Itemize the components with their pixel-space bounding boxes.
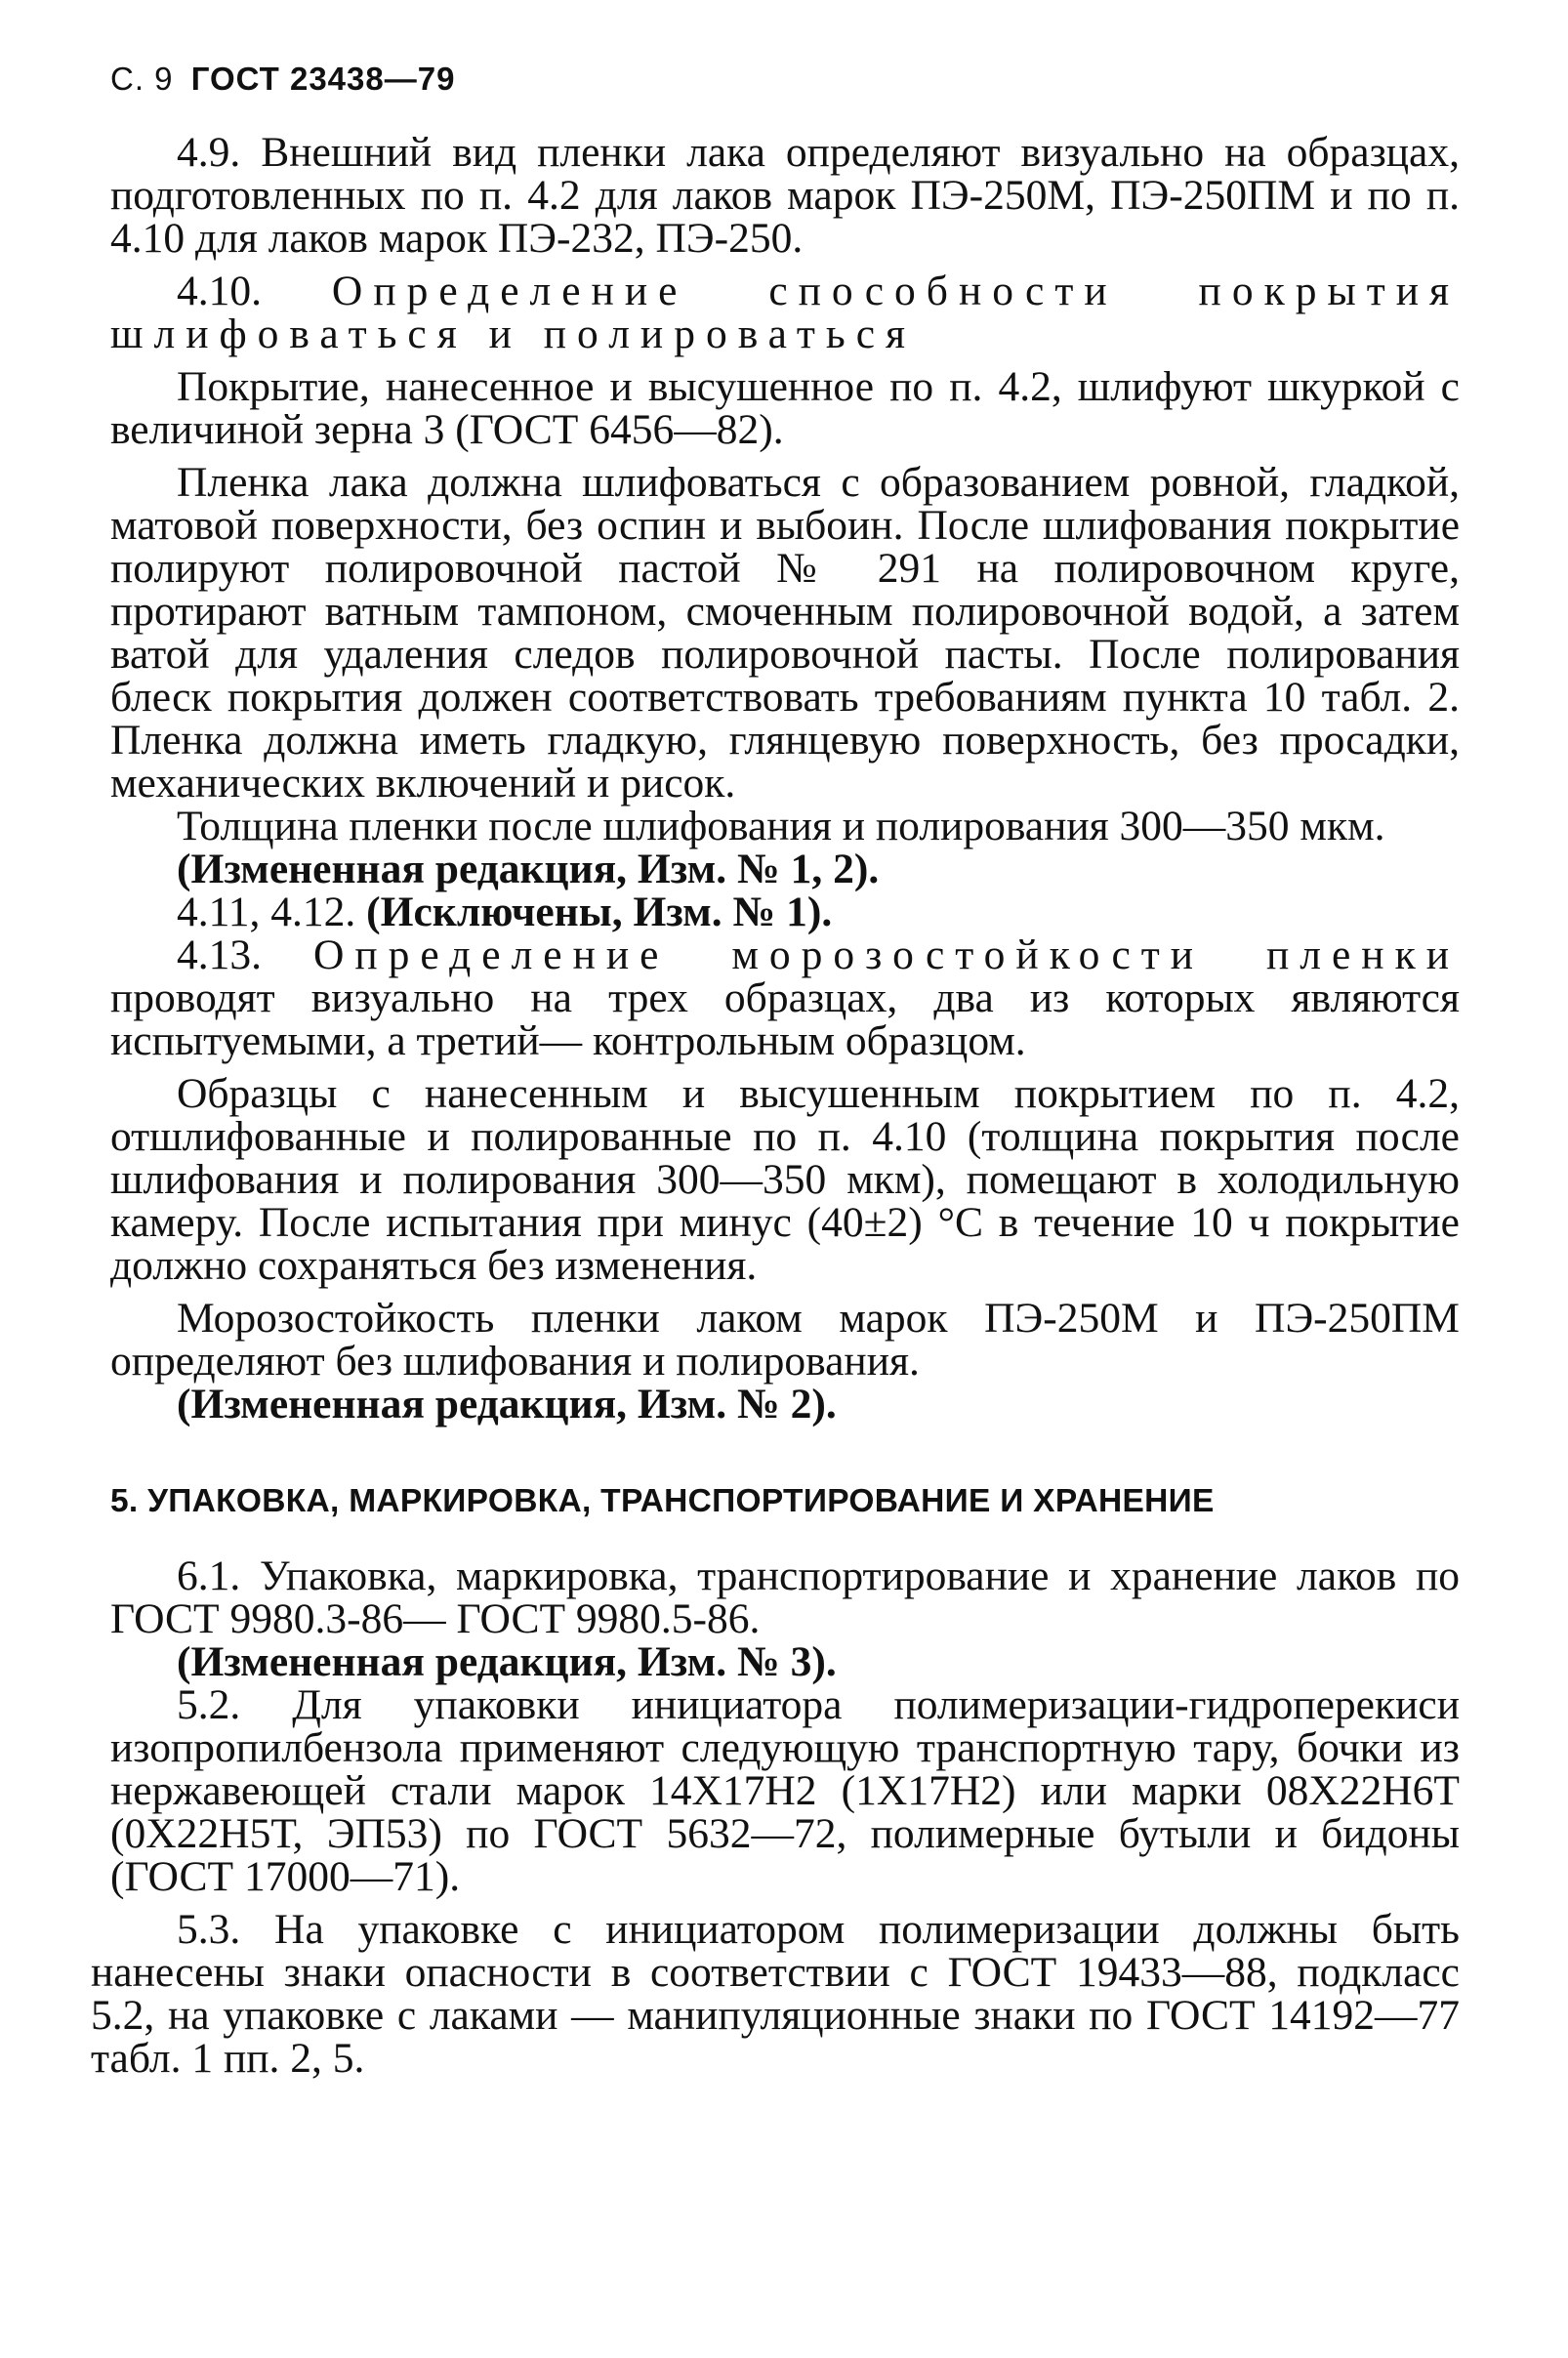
paragraph-4-13-b: Образцы с нанесенным и высушенным покрытием по п. 4.2, отшлифованные и полированные по п. 4.10 (толщина покрытия после шлифования и полирования 300—350 мкм), помещают в холодильную камеру. После испытания при минус (40±2) °С в течение 10 ч покрытие должно сохраняться без изменения. [110,1070,1460,1289]
paragraph-5-3: 5.3. На упаковке с инициатором полимеризации должны быть нанесены знаки опасности в соответствии с ГОСТ 19433—88, подкласс 5.2, на упаковке с лаками — манипуляционные знаки по ГОСТ 14192—77 табл. 1 пп. 2, 5. [91,1906,1460,2082]
clause-number: 4.10. [177,268,262,314]
amendment-note-1-2: (Измененная редакция, Изм. № 1, 2). [177,846,880,892]
paragraph-5-2: 5.2. Для упаковки инициатора полимеризации-гидроперекиси изопропилбензола применяют следующую транспортную тару, бочки из нержавеющей стали марок 14Х17Н2 (1Х17Н2) или марки 08Х22Н6Т (0Х22Н5Т, ЭП53) по ГОСТ 5632—72, полимерные бутыли и бидоны (ГОСТ 17000—71). [110,1681,1460,1900]
paragraph-4-11 [110,890,1460,933]
paragraph-4-9: 4.9. Внешний вид пленки лака определяют визуально на образцах, подготовленных по п. 4.2 для лаков марок ПЭ-250М, ПЭ-250ПМ и по п. 4.10 для лаков марок ПЭ-232, ПЭ-250. [110,129,1460,262]
paragraph-4-10-a: Покрытие, нанесенное и высушенное по п. 4.2, шлифуют шкуркой с величиной зерна 3 (ГОСТ 6456—82). [110,363,1460,453]
excluded-note: (Исключены, Изм. № 1). [366,889,833,935]
clause-number: 4.11, 4.12. [177,889,356,935]
standard-number: ГОСТ 23438—79 [190,61,456,97]
clause-title: Определение способности покрытия шлифоваться и полироваться [110,268,1460,357]
page-number: С. 9 [110,61,174,97]
paragraph-4-10-heading [110,269,1460,355]
paragraph-4-10-c: Толщина пленки после шлифования и полирования 300—350 мкм. [177,803,1385,849]
paragraph-6-1: 6.1. Упаковка, маркировка, транспортирование и хранение лаков по ГОСТ 9980.3-86— ГОСТ 9980.5-86. [110,1552,1460,1642]
clause-text: проводят визуально на трех образцах, два из которых являются испытуемыми, а третий— контрольным образцом. [110,974,1460,1064]
document-page [91,61,1461,2082]
clause-title: Определение морозостойкости пленки [312,931,1461,978]
clause-number: 4.13. [177,931,262,978]
page-header [110,61,1460,98]
paragraph-4-10-b: Пленка лака должна шлифоваться с образованием ровной, гладкой, матовой поверхности, без оспин и выбоин. После шлифования покрытие полируют полировочной пастой № 291 на полировочном круге, протирают ватным тампоном, смоченным полировочной водой, а затем ватой для удаления следов полировочной пасты. После полирования блеск покрытия должен соответствовать требованиям пункта 10 табл. 2. Пленка должна иметь гладкую, глянцевую поверхность, без просадки, механических включений и рисок. [110,459,1460,807]
paragraph-4-13-c: Морозостойкость пленки лаком марок ПЭ-250М и ПЭ-250ПМ определяют без шлифования и полирования. [110,1295,1460,1385]
section-5-title: 5. УПАКОВКА, МАРКИРОВКА, ТРАНСПОРТИРОВАНИЕ И ХРАНЕНИЕ [110,1483,1215,1519]
amendment-note-2: (Измененная редакция, Изм. № 2). [177,1381,837,1427]
paragraph-4-13 [110,933,1460,1062]
amendment-note-3: (Измененная редакция, Изм. № 3). [177,1638,837,1685]
